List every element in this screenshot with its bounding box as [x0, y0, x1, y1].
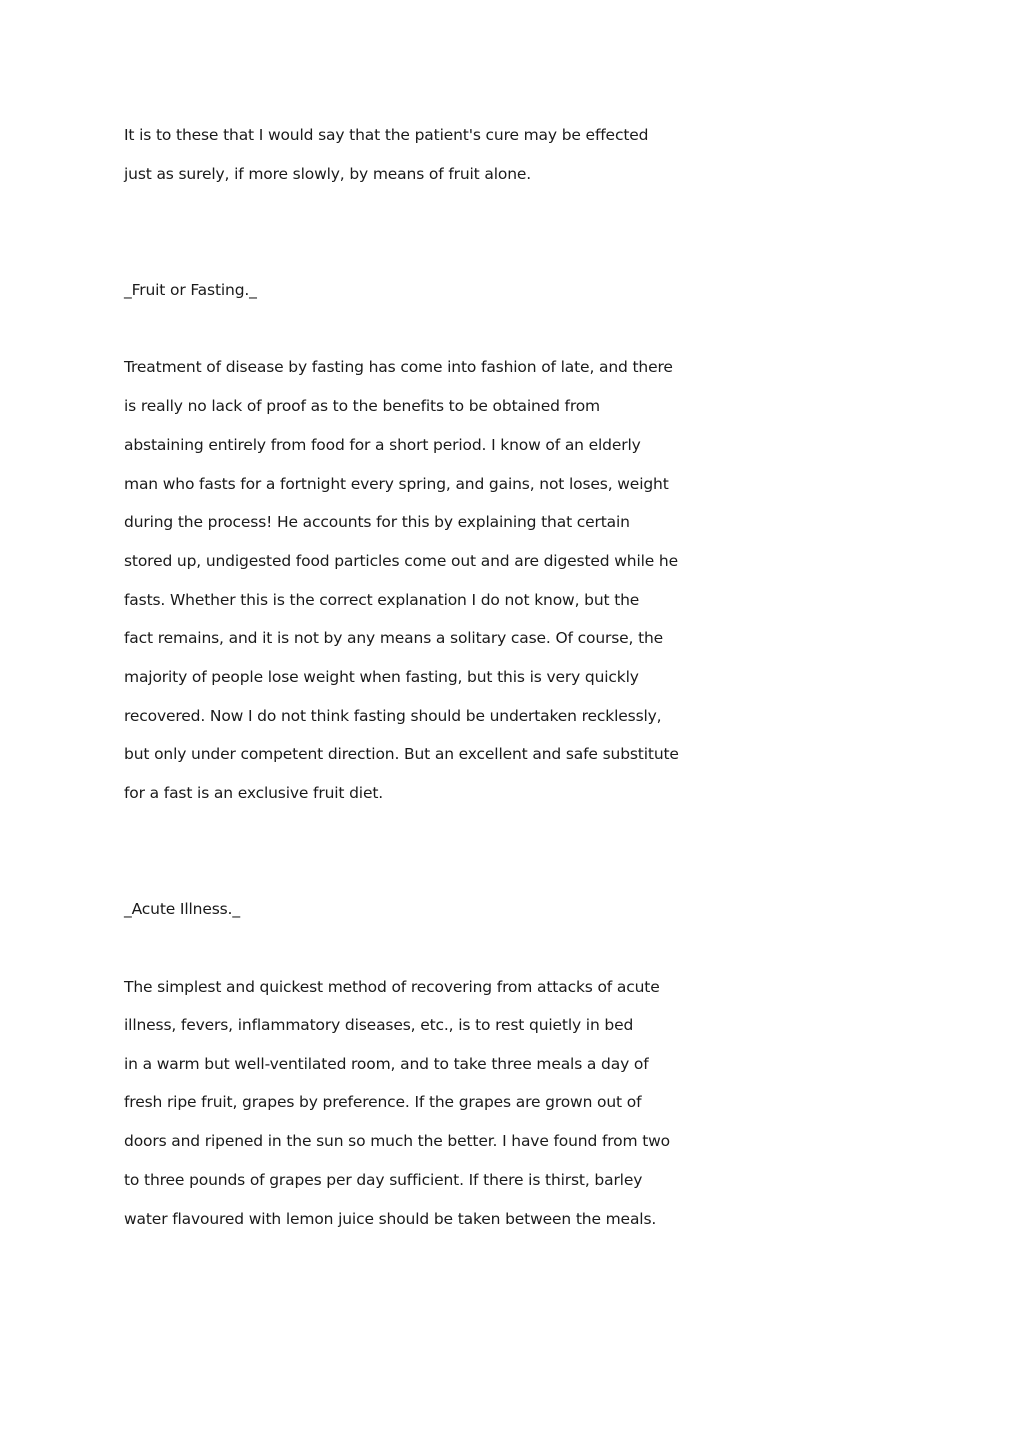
paragraph-3-line-4: fresh ripe fruit, grapes by preference. If the grapes are grown out of [124, 1093, 642, 1111]
paragraph-3-line-1: The simplest and quickest method of recovering from attacks of acute [124, 978, 660, 996]
paragraph-2-line-4: man who fasts for a fortnight every spring, and gains, not loses, weight [124, 475, 669, 493]
paragraph-2-line-9: majority of people lose weight when fasting, but this is very quickly [124, 668, 639, 686]
paragraph-1-line-2: just as surely, if more slowly, by means of fruit alone. [124, 165, 532, 183]
paragraph-2-line-2: is really no lack of proof as to the benefits to be obtained from [124, 397, 601, 415]
section-heading-acute-illness: _Acute Illness._ [124, 900, 240, 918]
paragraph-2-line-6: stored up, undigested food particles come out and are digested while he [124, 552, 678, 570]
paragraph-3-line-6: to three pounds of grapes per day sufficient. If there is thirst, barley [124, 1171, 643, 1189]
paragraph-3-line-3: in a warm but well-ventilated room, and to take three meals a day of [124, 1055, 649, 1073]
paragraph-2-line-10: recovered. Now I do not think fasting should be undertaken recklessly, [124, 707, 662, 725]
paragraph-3-line-2: illness, fevers, inflammatory diseases, etc., is to rest quietly in bed [124, 1016, 634, 1034]
paragraph-2-line-12: for a fast is an exclusive fruit diet. [124, 784, 384, 802]
paragraph-2-line-8: fact remains, and it is not by any means a solitary case. Of course, the [124, 629, 664, 647]
paragraph-2-line-1: Treatment of disease by fasting has come into fashion of late, and there [124, 358, 673, 376]
paragraph-3-line-5: doors and ripened in the sun so much the better. I have found from two [124, 1132, 670, 1150]
paragraph-2-line-5: during the process! He accounts for this by explaining that certain [124, 513, 630, 531]
paragraph-2-line-3: abstaining entirely from food for a short period. I know of an elderly [124, 436, 641, 454]
paragraph-2-line-7: fasts. Whether this is the correct explanation I do not know, but the [124, 591, 640, 609]
paragraph-2-line-11: but only under competent direction. But an excellent and safe substitute [124, 745, 679, 763]
paragraph-3-line-7: water flavoured with lemon juice should be taken between the meals. [124, 1210, 657, 1228]
paragraph-1-line-1: It is to these that I would say that the patient's cure may be effected [124, 126, 649, 144]
section-heading-fruit-or-fasting: _Fruit or Fasting._ [124, 281, 257, 299]
